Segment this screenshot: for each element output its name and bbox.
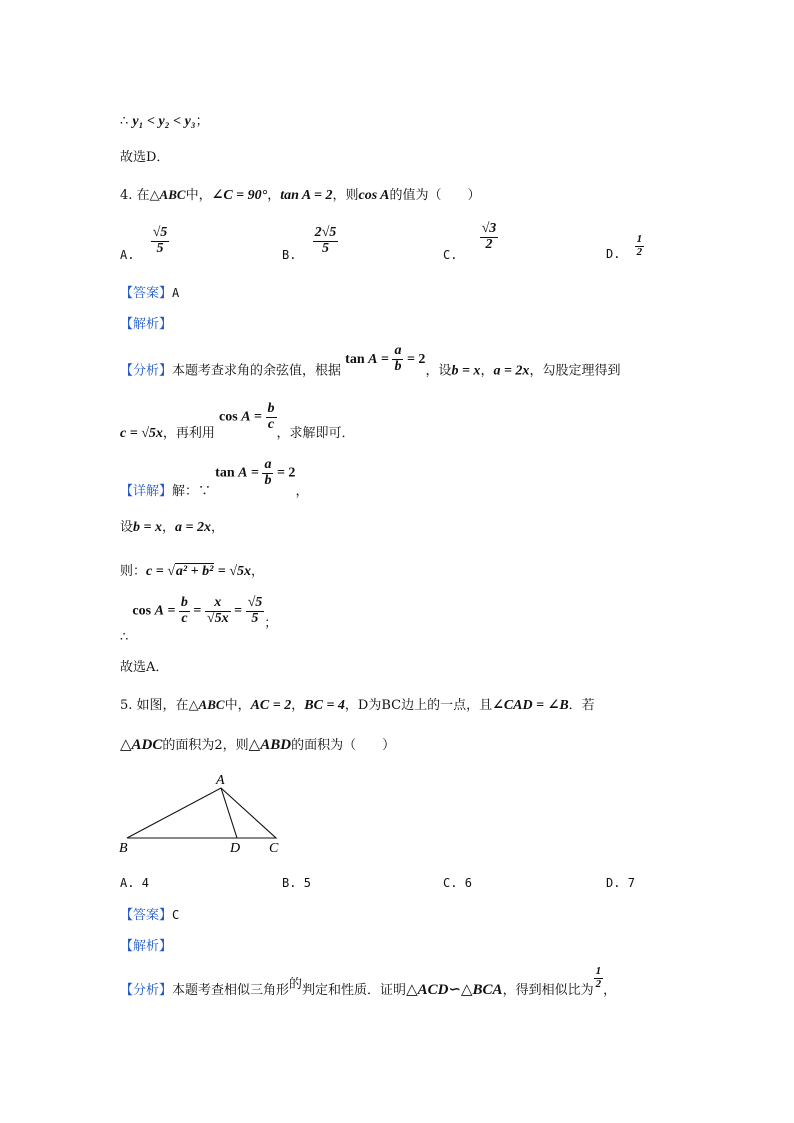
q5-analysis-tag: 【解析】 xyxy=(120,939,173,954)
therefore-symbol: ∴ xyxy=(120,114,129,129)
cos-a: cos A xyxy=(358,188,390,203)
q4-option-d: D. $\frac{1}{2}$ xyxy=(606,233,643,261)
q4-fenxi: 【分析】本题考查求角的余弦值，根据 tan A = $\frac{a}{b}$ = 2，设b = x，a = 2x，勾股定理得到 xyxy=(120,343,621,379)
q5-option-a: A. 4 xyxy=(120,876,149,890)
q4-cos-result: ∴ cos A = $\frac{b}{c}$ = $\frac{x}{√5x}$ = $\frac{√5}{5}$ ； xyxy=(120,595,278,645)
label-d: D xyxy=(230,841,241,856)
q4-option-c: C. $\frac{√3}{2}$ xyxy=(443,221,497,262)
cond-tan-a: tan A = 2 xyxy=(280,188,333,203)
q4-detail: 【详解】解：∵ tan A = $\frac{a}{b}$ = 2， xyxy=(120,457,309,499)
q4-stem: 4. 在△ABC中，∠C = 90°，tan A = 2，则cos A的值为（ ） xyxy=(120,187,481,203)
q4-option-a: A. $\frac{√5}{5}$ xyxy=(120,225,168,262)
choose-a: 故选A． xyxy=(120,660,169,675)
tri-abc: △ABC xyxy=(149,187,186,202)
label-a: A xyxy=(216,773,225,788)
therefore-line: ∴ y₁ < y₂ < y₃； xyxy=(120,114,209,129)
label-c: C xyxy=(269,841,279,856)
label-b: B xyxy=(119,841,128,856)
triangle-figure xyxy=(110,768,310,860)
cond-angle-c: ∠C = 90° xyxy=(211,188,268,203)
q5-option-c: C. 6 xyxy=(443,876,472,890)
q4-option-b: B. $\frac{2√5}{5}$ xyxy=(282,225,337,262)
q4-analysis-tag: 【解析】 xyxy=(120,317,173,332)
q4-then: 则：c = √a² + b² = √5x， xyxy=(120,564,264,579)
inequality: y₁ < y₂ < y₃ xyxy=(132,114,196,129)
q5-stem: 5. 如图，在△ABC中，AC = 2，BC = 4，D为BC边上的一点，且∠CAD = ∠B．若 xyxy=(120,697,595,713)
q5-answer: 【答案】C xyxy=(120,908,180,923)
q5-option-d: D. 7 xyxy=(606,876,635,890)
q5-fenxi: 【分析】本题考查相似三角形的判定和性质．证明△ACD∽△BCA，得到相似比为 $\frac{1}{2}$ ， xyxy=(120,965,617,998)
triangle-abc xyxy=(127,788,276,838)
q5-option-b: B. 5 xyxy=(282,876,311,890)
q4-answer: 【答案】A xyxy=(120,286,180,301)
q4-fenxi-line2: c = √5x，再利用 cos A = $\frac{b}{c}$ ，求解即可． xyxy=(120,401,355,441)
q4-set: 设b = x，a = 2x， xyxy=(120,520,225,535)
q5-stem-line2: △ADC的面积为2，则△ABD的面积为（ ） xyxy=(120,737,396,753)
choose-d: 故选D． xyxy=(120,150,170,165)
